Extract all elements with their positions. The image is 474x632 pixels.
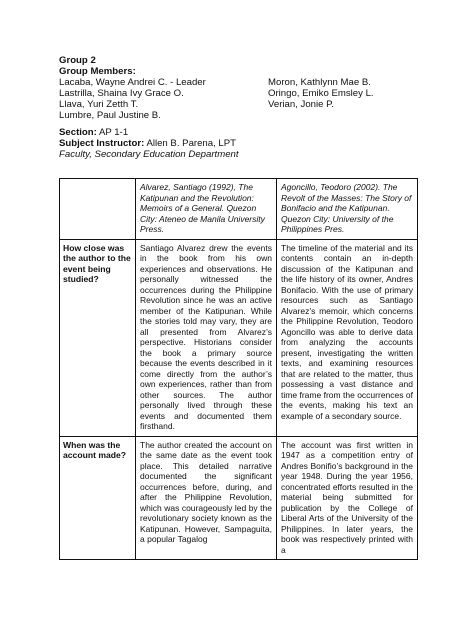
answer-cell-agoncillo: The timeline of the material and its contents contain an in-depth discussion of the Katipunan and the life history of its owner, Andres Bonifacio. With the use of primary resources such as Santiago Alvarez’s memoir, which concerns the Philippine Revolution, Teodoro Agoncillo was able to derive data from analyzing the accounts present, investigating the written texts, and examining resources that are related to the matter, thus possessing a vast distance and time frame from the occurrences of the events, making his text an example of a secondary source. [277, 239, 418, 436]
answer-cell-alvarez: The author created the account on the same date as the event took place. This detailed narrative documented the significant occurrences before, during, and after the Philippine Revolution, which was courageously led by the revolutionary society known as the Katipunan. However, Sampaguita, a popular Tagalog [136, 436, 277, 560]
table-header-row [60, 179, 418, 240]
department-line: Faculty, Secondary Education Department [59, 149, 239, 160]
source-cell-alvarez: Alvarez, Santiago (1992), The Katipunan and the Revolution: Memoirs of a General. Quezon City: Ateneo de Manila University Press. [136, 179, 277, 240]
instructor-label: Subject Instructor: [59, 138, 145, 149]
table-row [60, 436, 418, 560]
section-value: AP 1-1 [99, 127, 129, 138]
table-row [60, 239, 418, 436]
member-name: Moron, Kathlynn Mae B. [268, 77, 371, 88]
question-cell: When was the account made? [60, 436, 136, 560]
member-name: Oringo, Emiko Emsley L. [268, 88, 374, 99]
instructor-line [59, 138, 236, 150]
members-label: Group Members: [59, 66, 136, 77]
section-label: Section: [59, 127, 97, 138]
member-name: Lumbre, Paul Justine B. [59, 110, 161, 121]
member-name: Llava, Yuri Zetth T. [59, 99, 139, 110]
member-name: Lastrilla, Shaina Ivy Grace O. [59, 88, 184, 99]
group-title: Group 2 [59, 55, 96, 66]
answer-cell-agoncillo: The account was first written in 1947 as a competition entry of Andres Bonifio’s background in the year 1948. During the year 1956, concentrated efforts resulted in the material being submitted for publication by the College of Liberal Arts of the University of the Philippines. In later years, the book was respectively printed with a [277, 436, 418, 560]
section-line [59, 127, 128, 139]
empty-header-cell [60, 179, 136, 240]
member-name: Verian, Jonie P. [268, 99, 334, 110]
member-name: Lacaba, Wayne Andrei C. - Leader [59, 77, 206, 88]
answer-cell-alvarez: Santiago Alvarez drew the events in the book from his own experiences and observations. He personally witnessed the occurrences during the Philippine Revolution since he was an active member of the Katipunan. While the stories told may vary, they are all presented from Alvarez’s perspective. Historians consider the book a primary source because the events described in it come directly from the author’s own experiences, rather than from other sources. The author personally lived through these events and documented them firsthand. [136, 239, 277, 436]
instructor-value: Allen B. Parena, LPT [146, 138, 237, 149]
question-cell: How close was the author to the event being studied? [60, 239, 136, 436]
comparison-table [59, 178, 418, 560]
source-cell-agoncillo: Agoncillo, Teodoro (2002). The Revolt of the Masses: The Story of Bonifacio and the Katipunan. Quezon City: University of the Philippines Pres. [277, 179, 418, 240]
